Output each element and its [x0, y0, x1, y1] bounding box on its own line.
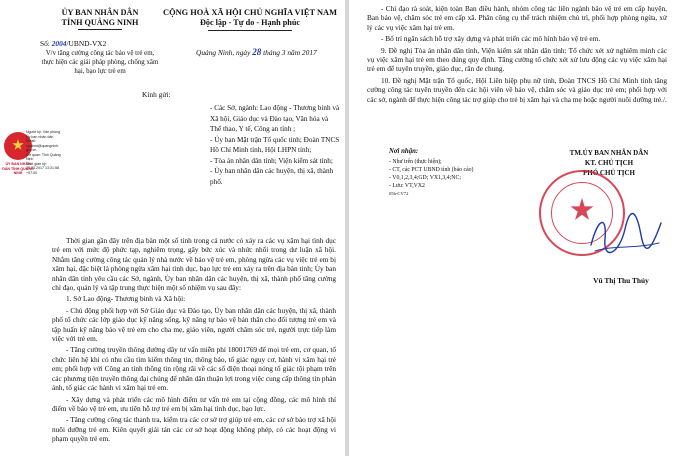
sig-line: vpubnd@quangninh. — [26, 143, 60, 148]
document-subject: V/v tăng cường công tác bảo vệ trẻ em, thực hiện các giải pháp phòng, chống xâm hại, bạo lực trẻ em — [41, 50, 159, 75]
date-prefix: Quảng Ninh, ngày — [196, 48, 251, 57]
signer-title-line: TM.ỦY BAN NHÂN DÂN — [569, 149, 649, 157]
body-text-page-2 — [367, 4, 667, 106]
recipient-item: - Ủy ban nhân dân các huyện, thị xã, thành phố. — [210, 167, 334, 186]
motto-underline — [208, 30, 292, 31]
doc-number-handwritten: 2004 — [51, 39, 67, 48]
digital-signature-caption: ỦY BAN NHÂN DÂN TỈNH QUẢNG NINH — [2, 162, 34, 175]
cc-label: Nơi nhận: — [389, 148, 419, 155]
recipient-item: - Các Sở, ngành: Lao động - Thương binh và Xã hội, Giáo dục và Đào tạo, Văn hóa và Thể thao, Y tế, Công an tỉnh ; — [210, 104, 340, 133]
sig-line: Ninh — [26, 157, 34, 161]
document-number — [40, 39, 106, 48]
issuing-org-line2: TỈNH QUẢNG NINH — [61, 18, 139, 27]
body-paragraph: - Tăng cường truyền thông đường dây tư vấn miễn phí 18001769 để mọi trẻ em, cơ quan, tổ chức liên hệ khi có nhu cầu tìm kiếm thông tin, thông báo, tố giác nguy cơ, hành vi xâm hại trẻ em; phối hợp với Công an tỉnh thông tin rộng rãi về các số điện thoại nóng tố giác tội phạm trên các phương tiện truyền thông đại chúng để nhân dân thuận lợi trong việc cung cấp thông tin phản ánh, tố giác các hành vi xâm hại trẻ em. — [52, 345, 337, 393]
cc-item: - V0,1,2,3,4;GD; VX1,3,4;NC; — [389, 175, 461, 181]
intro-paragraph: Thời gian gần đây trên địa bàn một số tỉnh trong cả nước có xảy ra các vụ xâm hại tình dục trẻ em với mức độ phức tạp, nghiêm trọng, gây bức xúc và nhức nhối trong dư luận xã hội. Nhằm tăng cường công tác quản lý nhà nước về bảo vệ trẻ em, phòng ngừa các vụ việc trẻ em bị xâm hại, đặc biệt là phòng ngừa xâm hại tình dục, bạo lực trẻ em xảy ra trên địa bàn tỉnh; Ủy ban nhân dân tỉnh yêu cầu các Sở, ngành, Ủy ban nhân dân các huyện, thị xã, thành phố tăng cường chỉ đạo, quán lý và tập trung thực hiện một số nhiệm vụ sau đây: — [52, 236, 336, 293]
body-paragraph: 9. Đề nghị Tòa án nhân dân tỉnh, Viện kiểm sát nhân dân tỉnh: Tổ chức xét xử nghiêm minh các vụ việc xâm hại trẻ em theo đúng quy định. Tăng cường tổ chức xét xử lưu động các vụ việc xâm hại trẻ em để tuyên truyền, giáo dục, răn đe chung. — [367, 45, 667, 74]
sig-line: +07:00 — [26, 170, 38, 175]
recipients-label: Kính gửi: — [142, 90, 171, 99]
body-paragraph: - Xây dựng và phát triển các mô hình điểm tư vấn trẻ em tại cộng đồng, các mô hình thí điểm về bảo vệ trẻ em, ưu tiên hỗ trợ trẻ em bị xâm hại tình dục, bạo lực. — [52, 394, 336, 413]
sig-line: Thời gian ký: — [26, 161, 47, 166]
cc-item: - CT, các PCT UBND tỉnh (báo cáo) — [389, 167, 474, 173]
recipients-list — [210, 103, 340, 187]
signer-title-line: PHÓ CHỦ TỊCH — [583, 169, 635, 177]
doc-number-suffix: /UBND-VX2 — [66, 39, 107, 48]
issuing-org-line1: ỦY BAN NHÂN DÂN — [61, 8, 139, 17]
digital-signature-text — [26, 130, 84, 175]
document-date — [196, 47, 317, 57]
body-text-page-1 — [52, 236, 336, 446]
cc-item: - Lưu: VT,VX2 — [389, 183, 425, 189]
section-heading: 1. Sở Lao động- Thương binh và Xã hội: — [66, 294, 186, 304]
national-title: CỘNG HOÀ XÃ HỘI CHỦ NGHĨA VIỆT NAM — [163, 8, 337, 17]
signer-title-line: KT. CHỦ TỊCH — [584, 159, 634, 167]
national-motto: Độc lập - Tự do - Hạnh phúc — [199, 18, 301, 27]
cc-item: - Như trên (thực hiện); — [389, 159, 442, 165]
sig-line: gov.vn — [26, 148, 37, 152]
body-paragraph: 10. Đề nghị Mặt trận Tổ quốc, Hội Liên hiệp phụ nữ tỉnh, Đoàn TNCS Hồ Chí Minh tỉnh tăng cường công tác tuyên truyền đến các hội viên về bảo vệ, chăm sóc và giáo dục trẻ em; phối hợp với các sở, ngành để thực hiện công tác trợ giúp cho trẻ bị xâm hại và cha mẹ hoặc người nuôi dưỡng trẻ./. — [367, 75, 667, 104]
body-paragraph: - Chủ động phối hợp với Sở Giáo dục và Đào tạo, Ủy ban nhân dân các huyện, thị xã, thành phố tổ chức các lớp giáo dục kỹ năng sống, kỹ năng tự bảo vệ bản thân cho đối tượng trẻ em và tập huấn kỹ năng bảo vệ trẻ em cho cha mẹ, giáo viên, người chăm sóc trẻ, người trực tiếp làm việc với trẻ em. — [52, 305, 336, 344]
body-paragraph: - Tăng cường công tác thanh tra, kiểm tra các cơ sở trợ giúp trẻ em, các cơ sở bảo trợ xã hội nuôi dưỡng trẻ em. Kiên quyết giải tán các cơ sở hoạt động không phép, có các hoạt động vi phạm quyền trẻ em. — [52, 415, 336, 444]
doc-number-prefix: Số: — [40, 39, 50, 48]
org-underline — [78, 29, 122, 30]
signer-name: Vũ Thị Thu Thủy — [593, 276, 649, 285]
date-day-handwritten: 28 — [252, 47, 262, 57]
sig-line: Email: — [26, 139, 36, 143]
date-suffix: tháng 3 năm 2017 — [263, 48, 317, 57]
handwritten-signature-icon — [585, 205, 665, 265]
digital-signature-block — [2, 128, 80, 184]
body-paragraph: - Bố trí ngân sách hỗ trợ xây dựng và phát triển các mô hình bảo vệ trẻ em. — [381, 34, 601, 44]
cc-code: 05b-CV72 — [389, 191, 409, 196]
document-page-2 — [349, 0, 680, 456]
sig-line: Cơ quan: Tỉnh Quảng — [26, 152, 61, 157]
recipient-item: - Tòa án nhân dân tỉnh; Viện kiểm sát tỉnh; — [210, 156, 333, 165]
cc-list — [389, 158, 473, 198]
signer-title-block — [539, 148, 679, 178]
sig-line: Người ký: Văn phòng — [26, 130, 61, 134]
recipient-item: - Ủy ban Mặt trận Tổ quốc tỉnh; Đoàn TNCS Hồ Chí Minh tỉnh, Hội LHPN tỉnh; — [210, 135, 340, 154]
sig-line: Ủy ban nhân dân — [26, 134, 54, 139]
sig-line: 29.03.2017 13:31:58 — [26, 166, 59, 170]
body-paragraph: - Chỉ đạo rà soát, kiện toàn Ban điều hành, nhóm công tác liên ngành bảo vệ trẻ em cấp huyện, Ban bảo vệ, chăm sóc trẻ em cấp xã. Phân công cụ thể trách nhiệm chủ trì, phối hợp phòng ngừa, xử lý các vụ việc xâm hại trẻ em. — [367, 4, 667, 32]
